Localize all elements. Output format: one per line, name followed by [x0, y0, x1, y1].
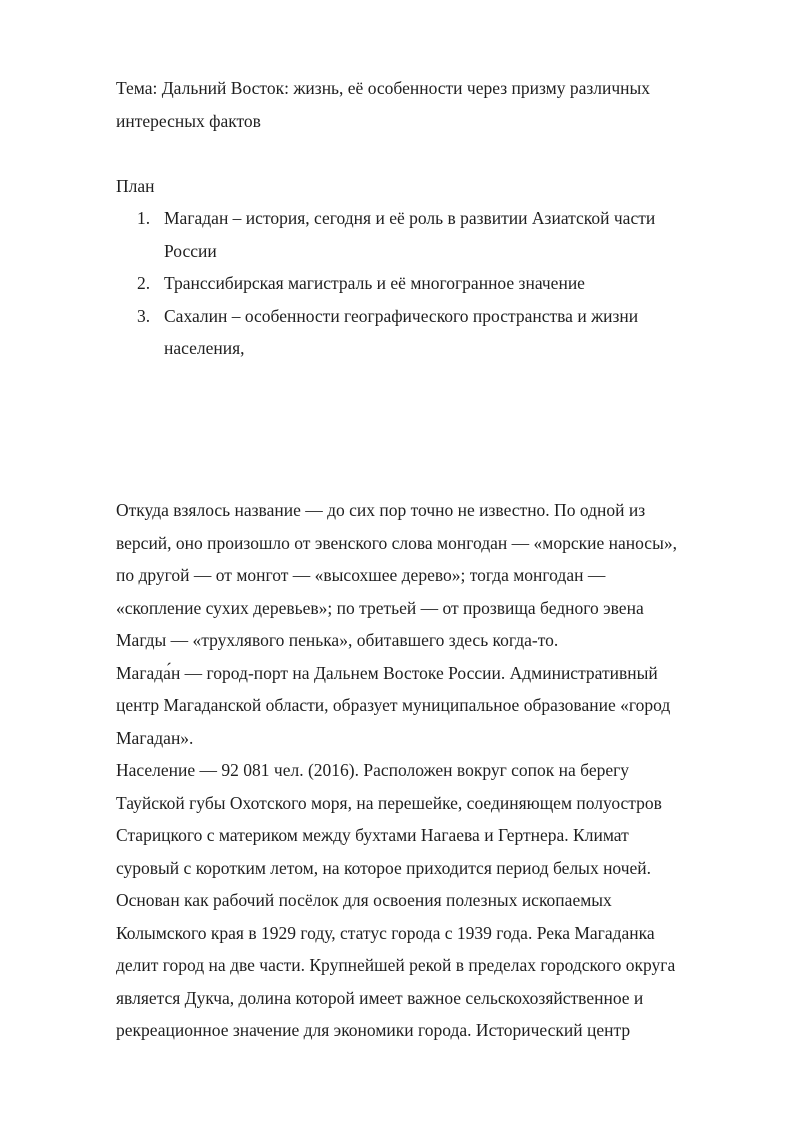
plan-item	[116, 300, 716, 365]
topic-line: Тема: Дальний Восток: жизнь, её особенности через призму различных	[116, 78, 651, 98]
plan-item-line: населения,	[164, 338, 245, 358]
text-line: суровый с коротким летом, на которое приходится период белых ночей.	[116, 857, 652, 878]
text-line: Магада́н — город-порт на Дальнем Востоке России. Административный	[116, 662, 658, 683]
text-line: Колымского края в 1929 году, статус города с 1939 года. Река Магаданка	[116, 922, 655, 943]
text-line: Основан как рабочий посёлок для освоения полезных ископаемых	[116, 890, 612, 910]
text-line: «скопление сухих деревьев»; по третьей — от прозвища бедного эвена	[116, 597, 644, 618]
text-line: Население — 92 081 чел. (2016). Расположен вокруг сопок на берегу	[116, 760, 630, 780]
text-line: центр Магаданской области, образует муниципальное образование «город	[116, 695, 671, 715]
text-line: Магды — «трухлявого пенька», обитавшего здесь когда-то.	[116, 630, 559, 650]
plan-item-number: 1.	[137, 208, 151, 228]
plan-item-number: 3.	[137, 305, 151, 326]
text-line: Старицкого с материком между бухтами Нагаева и Гертнера. Климат	[116, 825, 629, 845]
plan-item-line: Сахалин – особенности географического пространства и жизни	[164, 305, 639, 326]
text-line: версий, оно произошло от эвенского слова монгодан — «морские наносы»,	[116, 532, 677, 553]
text-line: рекреационное значение для экономики города. Исторический центр	[116, 1020, 631, 1040]
plan-item-number: 2.	[137, 273, 151, 293]
paragraph-city-definition	[116, 657, 736, 755]
topic-line: интересных фактов	[116, 110, 261, 131]
plan-item	[116, 267, 716, 300]
plan-item-line: Транссибирская магистраль и её многогранное значение	[164, 273, 585, 293]
plan-heading: План	[116, 176, 155, 196]
plan-item-line: Магадан – история, сегодня и её роль в развитии Азиатской части	[164, 208, 656, 228]
paragraph-population	[116, 754, 736, 1047]
plan-item-line: России	[164, 240, 217, 261]
body-text	[116, 494, 736, 1047]
paragraph-name-origin	[116, 494, 736, 657]
plan-item	[116, 202, 716, 267]
text-line: по другой — от монгот — «высохшее дерево»; тогда монгодан —	[116, 565, 606, 585]
plan-list	[116, 202, 716, 365]
document-topic	[116, 72, 716, 137]
text-line: Тауйской губы Охотского моря, на перешейке, соединяющем полуостров	[116, 792, 662, 813]
text-line: Магадан».	[116, 727, 194, 748]
text-line: является Дукча, долина которой имеет важное сельскохозяйственное и	[116, 987, 644, 1008]
text-line: делит город на две части. Крупнейшей рекой в пределах городского округа	[116, 955, 676, 975]
text-line: Откуда взялось название — до сих пор точно не известно. По одной из	[116, 500, 646, 520]
